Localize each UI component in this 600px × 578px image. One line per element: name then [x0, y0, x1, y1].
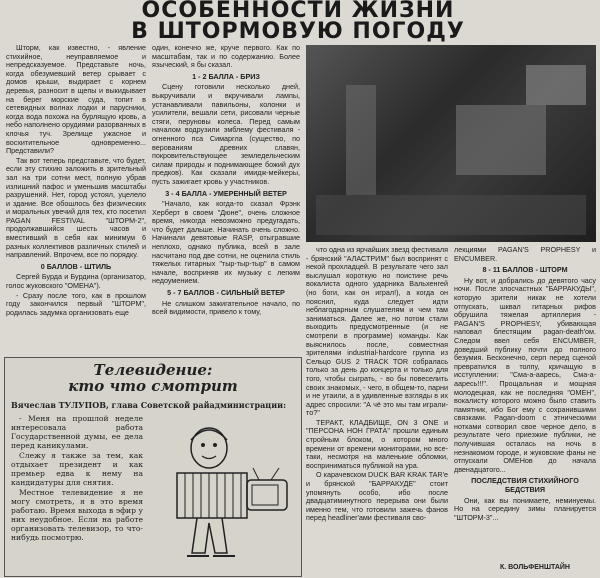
tv-sidebar-box [4, 357, 302, 577]
sidebar-text [11, 414, 143, 543]
sidebar-title-line-2: кто что смотрит [68, 377, 238, 395]
paragraph: Местное телевидение я не могу смотреть, я в это время работаю. Время выхода в эфир у них неудобное. Если на работе организовать телевизор, то что-нибудь посмотрю. [11, 488, 143, 542]
paragraph: - Меня на прошлой неделе интересовала работа Государственной думы, ее дела перед каникулами. [11, 414, 143, 450]
paragraph: Ну вот, и добрались до девятого часу ночи. После злосчастных "БАРРАКУДЫ", которую зрители никак не хотели отпускать, шквал гитарных рифов обрушила тяжелая артиллерия - PAGAN'S PROPHESY, убивающая наповал блестящим pagan-death'ом. Следом ввел себя ENCUMBER, доведший публику почти до полного безумия. Бесконечно, серп перед сценой превратился в толпу, кричащую в исступлении: "Сма-а-ааресь, Сма-а-ааресь!!!". Прощальная и мощная молодецкая, как не последняя "ОМЕН", вокалисту которого можно было ставить памятник, ибо Бог ему с сохранившими связками. Pagan-doom с этническими нотками сотворил свое черное дело, в результате чего приезжие публики, не получившая осталась на ночь в незнакомом городе, и жуковские фаны не отпускали ОМЕНов до начала двенадцатого... [454, 275, 596, 474]
sidebar-title [5, 362, 301, 394]
sidebar-title-line-1: Телевидение: [93, 361, 213, 379]
headline-line-1: ОСОБЕННОСТИ ЖИЗНИ [141, 0, 455, 23]
paragraph: лекциями PAGAN'S PROPHESY и ENCUMBER. [454, 246, 596, 263]
accordion-player-cartoon-icon [147, 418, 297, 568]
paragraph: что одна из ярчайших звезд фестиваля - брянский "АЛАСТРИМ" был воспринят с некой прохладцей. В результате чего зал выслушал короткую но поистине речь вокалиста одного ударника Вальхенгей (но боги, как он играл!), а когда он пояснил, куда следует идти неблагодарным слушателям и чем там заниматься. Далее же, но потом стали выходить предусмотренные (и не смотрели в программе) команды. Как выяснилось после, совместная зрителями industrial-hardcore группа из Сельцо GUS 2 TRACK TOR собралась только за день до концерта и только для того, чтобы сыграть, - во бы повеселить своих знакомых, - чего, в общем-то, парни и не утаили, а в удивленные взгляды в их адрес спросили: "А чё это мы там играли-то?" [306, 246, 448, 418]
paragraph: один, конечно же, круче первого. Как по масштабам, так и по содержанию. Более языческий, я бы сказал. [152, 44, 300, 70]
article-column-4 [454, 246, 596, 562]
headline-line-2: В ШТОРМОВУЮ ПОГОДУ [131, 19, 465, 44]
section-heading: 3 - 4 БАЛЛА - УМЕРЕННЫЙ ВЕТЕР [165, 188, 287, 198]
concert-photo [306, 45, 596, 242]
paragraph: Они, как вы понимаете, неминуемы. Но на середину зимы планируется "ШТОРМ-3"... [454, 495, 596, 522]
sidebar-author: Вячеслав ТУЛУПОВ, глава Советской райадминистрации: [11, 400, 287, 410]
paragraph: Не слишком зажигательное начало, по всей видимости, привело к тому, [152, 298, 300, 317]
paragraph: ТЕРАКТ, КЛАДБИЩЕ, ON 3 ONE и "ПЕРСОНА НОН ГРАТА" прошли единым стройным блоком, о котором много времени от времени мониторами, но все-таки, несмотря на маленькие обломки, восприниматься публикой на ура. [306, 417, 448, 470]
author-signature: К. ВОЛЬФЕНШТАЙН [500, 564, 570, 571]
article-column-1 [6, 44, 146, 356]
paragraph: Сцену готовили несколько дней, выкручивали и вкручивали лампы, устанавливали павильоны, колонки и усилители, вешали сети, рисовали черные стяги, перуновы колеса. Перед самым началом водрузили эмблему фестиваля - огненного пса Симаргла (существо, по верованиям древних славян, покровительствующее земледельческим силам природы и поднимающее божий дух предков). Как сказали имидж-мейкеры, пусть зажигает кровь у участников. [152, 82, 300, 186]
stage-floor [316, 195, 586, 235]
paragraph: О карачевском DUCK BAR KRAK TAR'е и брянской "БАРРАКУДЕ" стоит упомянуть особо, ибо после двадцатиминутного перерыва они были именно тем, что готовили зажечь фанов перед headliner'ами фестиваля сво- [306, 470, 448, 523]
paragraph: Шторм, как известно, - явление стихийное, неуправляемое и непредсказуемое. Представьте ночь, когда обезумевший ветер срывает с домов крыши, выдирает с корнем деревья, разносит в щепы и выкидывает на берег морские суда, топит в сетевидных волнах лодки и парусники, когда вода похожа на бурлящую кровь, а небо наполнено орудиями разорванных в клочья туч. Зрелище ужасное и восхитительное одновременно... Представили? [6, 44, 146, 156]
paragraph: - Сразу после того, как в прошлом году закончился первый "ШТОРМ", родилась задумка организовать еще [6, 290, 146, 317]
section-heading: 0 БАЛЛОВ - ШТИЛЬ [40, 261, 112, 271]
paragraph: "Начало, как когда-то сказал Фрэнк Херберт в своем "Дюне", очень сложное время, никогда невозможно предугадать, что будет дальше. Начинать очень сложно. Начинали девятовые RASP, отыгравшие неплохо, однако публика, всей в зале насчитано под две сотни, не оценила стиль тяжелых гитарных "тыр-тыр-тыр" в самом начале, восприняв их музыку с легким недоумением. [152, 199, 300, 286]
section-heading: 8 - 11 БАЛЛОВ - ШТОРМ [482, 265, 568, 275]
drum-kit [456, 105, 546, 175]
paragraph: Сергей Бурда и Бурдина (организатор, голос жуковского "ОМЕНА"). [6, 272, 146, 291]
stage-light [526, 65, 586, 105]
section-heading: 5 - 7 БАЛЛОВ - СИЛЬНЫЙ ВЕТЕР [167, 288, 285, 298]
article-column-3 [306, 246, 448, 572]
section-heading: 1 - 2 БАЛЛА - БРИЗ [192, 71, 260, 81]
paragraph: Слежу я также за тем, как отдыхает президент и как премьер едва к нему на кандидатуры для снятия. [11, 451, 143, 487]
article-column-2 [152, 44, 300, 356]
section-heading: ПОСЛЕДСТВИЯ СТИХИЙНОГО БЕДСТВИЯ [471, 476, 579, 495]
paragraph: Так вот теперь представьте, что будет, если эту стихию заложить в зрительный зал на три сотни мест, полную убрав излишний пафос и уменьшив масштабы разрушений. Нет, город устоял, уцелело и здание. Все обошлось без физических и моральных увечий для тех, кто посетил PAGAN FESTIVAL "ШТОРМ-2", продолжавшийся шесть часов и вместивший в себя как минимум 6 разных коллективов различных стилей и направлений. Впрочем, все по порядку. [6, 155, 146, 260]
performer-figure [346, 85, 376, 195]
headline [118, 0, 478, 42]
